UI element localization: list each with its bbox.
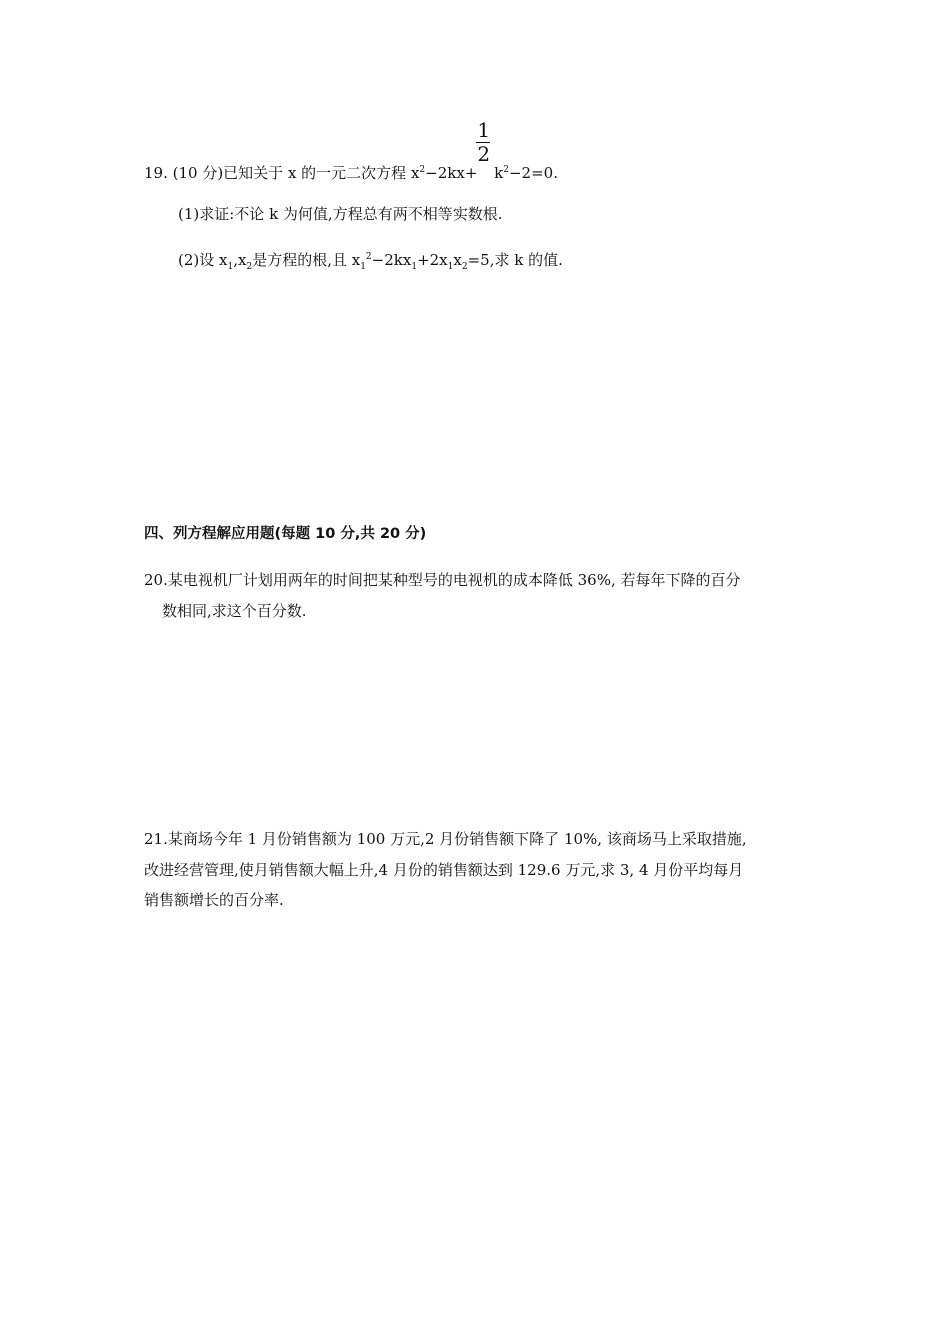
p2-sup: 2 bbox=[365, 252, 372, 262]
p2-s4: 1 bbox=[411, 262, 418, 272]
q19-exp2: 2 bbox=[503, 165, 509, 175]
p2-c: 是方程的根,且 x bbox=[252, 251, 361, 269]
p2-s1: 1 bbox=[227, 262, 234, 272]
q19-part1: (1)求证:不论 k 为何值,方程总有两不相等实数根. bbox=[178, 205, 503, 223]
p2-a: (2)设 x bbox=[178, 251, 228, 269]
q19-mid: −2kx+ bbox=[425, 164, 478, 182]
p2-g: =5,求 k 的值. bbox=[467, 251, 563, 269]
q19-stem bbox=[144, 118, 558, 183]
p2-s3: 1 bbox=[360, 262, 366, 272]
q20-line1: 20.某电视机厂计划用两年的时间把某种型号的电视机的成本降低 36%, 若每年下降的百分 bbox=[144, 571, 741, 589]
q21-line3: 销售额增长的百分率. bbox=[144, 891, 284, 909]
fraction-denominator: 2 bbox=[477, 142, 491, 166]
q19-suffix: −2=0. bbox=[508, 164, 558, 182]
p2-e: +2x bbox=[417, 251, 448, 269]
q19-prefix: 19. (10 分)已知关于 x 的一元二次方程 x bbox=[144, 164, 420, 182]
q19-exp1: 2 bbox=[419, 165, 426, 175]
section-heading: 四、列方程解应用题(每题 10 分,共 20 分) bbox=[144, 526, 427, 542]
p2-b: ,x bbox=[233, 251, 247, 269]
q21-line2: 改进经营管理,使月销售额大幅上升,4 月份的销售额达到 129.6 万元,求 3, 4 月份平均每月 bbox=[144, 861, 744, 879]
p2-s5: 1 bbox=[447, 262, 454, 272]
p2-d: −2kx bbox=[371, 251, 412, 269]
p2-s6: 2 bbox=[461, 262, 468, 272]
p2-s2: 2 bbox=[246, 262, 253, 272]
fraction-numerator: 1 bbox=[477, 118, 491, 142]
q19-part2 bbox=[178, 250, 563, 270]
q19-k: k bbox=[489, 164, 504, 182]
p2-f: x bbox=[453, 251, 462, 269]
q21-line1: 21.某商场今年 1 月份销售额为 100 万元,2 月份销售额下降了 10%, 该商场马上采取措施, bbox=[144, 830, 747, 848]
q19-fraction bbox=[477, 118, 491, 178]
q20-line2: 数相同,求这个百分数. bbox=[162, 602, 307, 620]
